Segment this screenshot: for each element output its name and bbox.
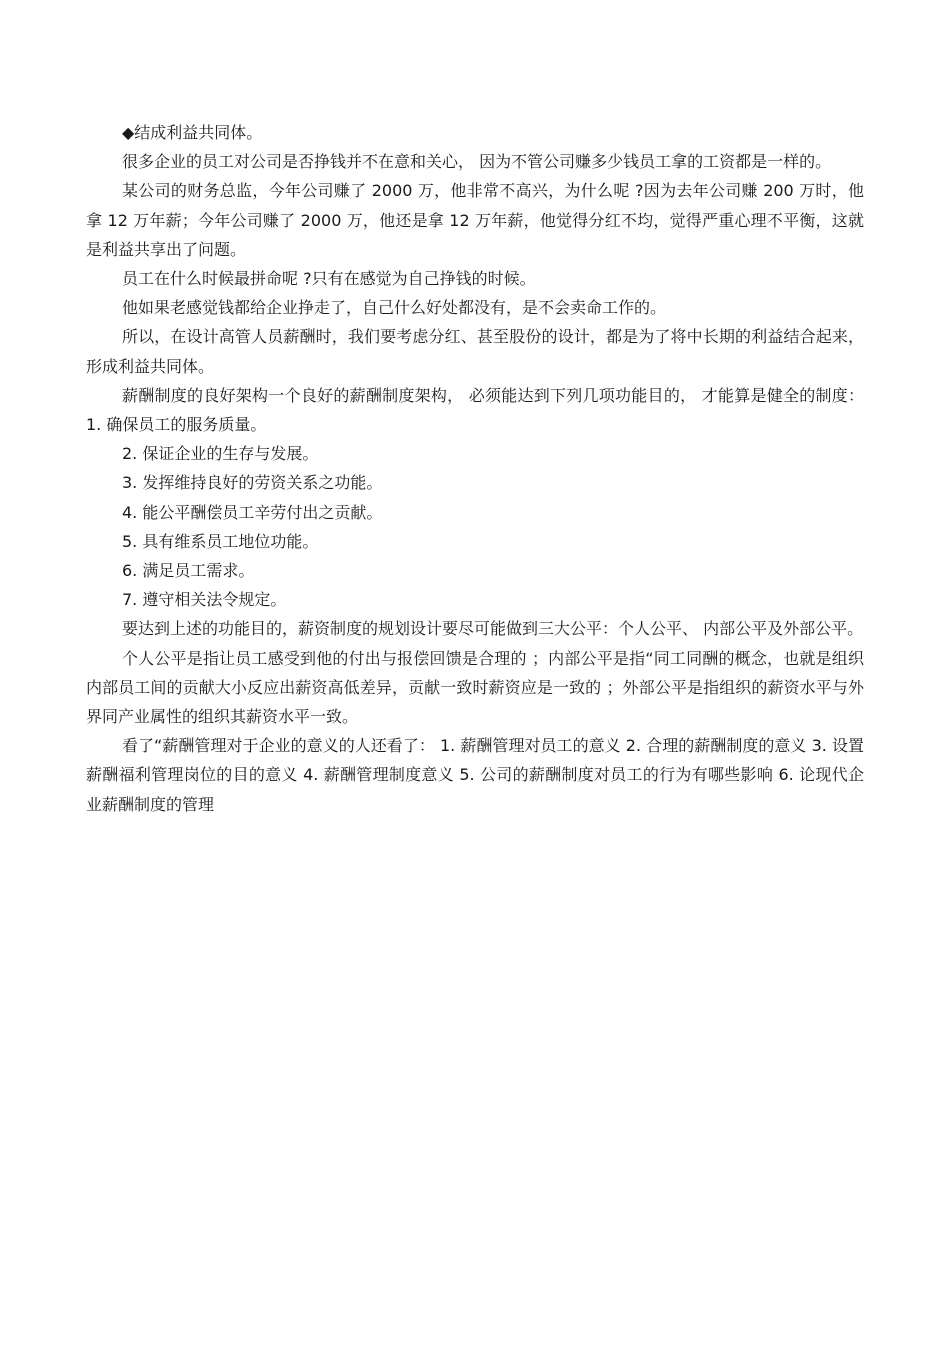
list-item: 7. 遵守相关法令规定。 [122,590,287,610]
paragraph: 所以，在设计高管人员薪酬时，我们要考虑分红、甚至股份的设计，都是为了将中长期的利益结合起来，形成利益共同体。 [86,327,864,376]
paragraph: 员工在什么时候最拼命呢 ?只有在感觉为自己挣钱的时候。 [122,269,536,289]
paragraph: 很多企业的员工对公司是否挣钱并不在意和关心， 因为不管公司赚多少钱员工拿的工资都是一样的。 [122,152,832,172]
paragraph: 某公司的财务总监，今年公司赚了 2000 万，他非常不高兴，为什么呢 ?因为去年公司赚 200 万时，他拿 12 万年薪；今年公司赚了 2000 万，他还是拿 12 万年薪，他觉得分红不均，觉得严重心理不平衡，这就是利益共享出了问题。 [86,181,864,259]
paragraph: 个人公平是指让员工感受到他的付出与报偿回馈是合理的 ；内部公平是指“同工同酬的概念，也就是组织内部员工间的贡献大小反应出薪资高低差异，贡献一致时薪资应是一致的 ；外部公平是指组织的薪资水平与外界同产业属性的组织其薪资水平一致。 [86,648,864,727]
paragraph: 要达到上述的功能目的，薪资制度的规划设计要尽可能做到三大公平：个人公平、 内部公平及外部公平。 [122,619,864,639]
related-articles-paragraph: 看了“薪酬管理对于企业的意义的人还看了： 1. 薪酬管理对员工的意义 2. 合理的薪酬制度的意义 3. 设置薪酬福利管理岗位的目的意义 4. 薪酬管理制度意义 5. 公司的薪酬制度对员工的行为有哪些影响 6. 论现代企业薪酬制度的管理 [86,736,864,814]
list-item: 5. 具有维系员工地位功能。 [122,531,319,551]
document-body [86,118,864,819]
list-item: 6. 满足员工需求。 [122,561,255,581]
list-item: 3. 发挥维持良好的劳资关系之功能。 [122,473,383,493]
list-item: 2. 保证企业的生存与发展。 [122,444,319,464]
paragraph: 他如果老感觉钱都给企业挣走了，自己什么好处都没有，是不会卖命工作的。 [122,298,667,318]
paragraph: 薪酬制度的良好架构一个良好的薪酬制度架构， 必须能达到下列几项功能目的， 才能算是健全的制度： 1. 确保员工的服务质量。 [86,385,864,435]
list-item: 4. 能公平酬偿员工辛劳付出之贡献。 [122,502,383,522]
paragraph-bullet-heading: ◆结成利益共同体。 [122,123,263,142]
